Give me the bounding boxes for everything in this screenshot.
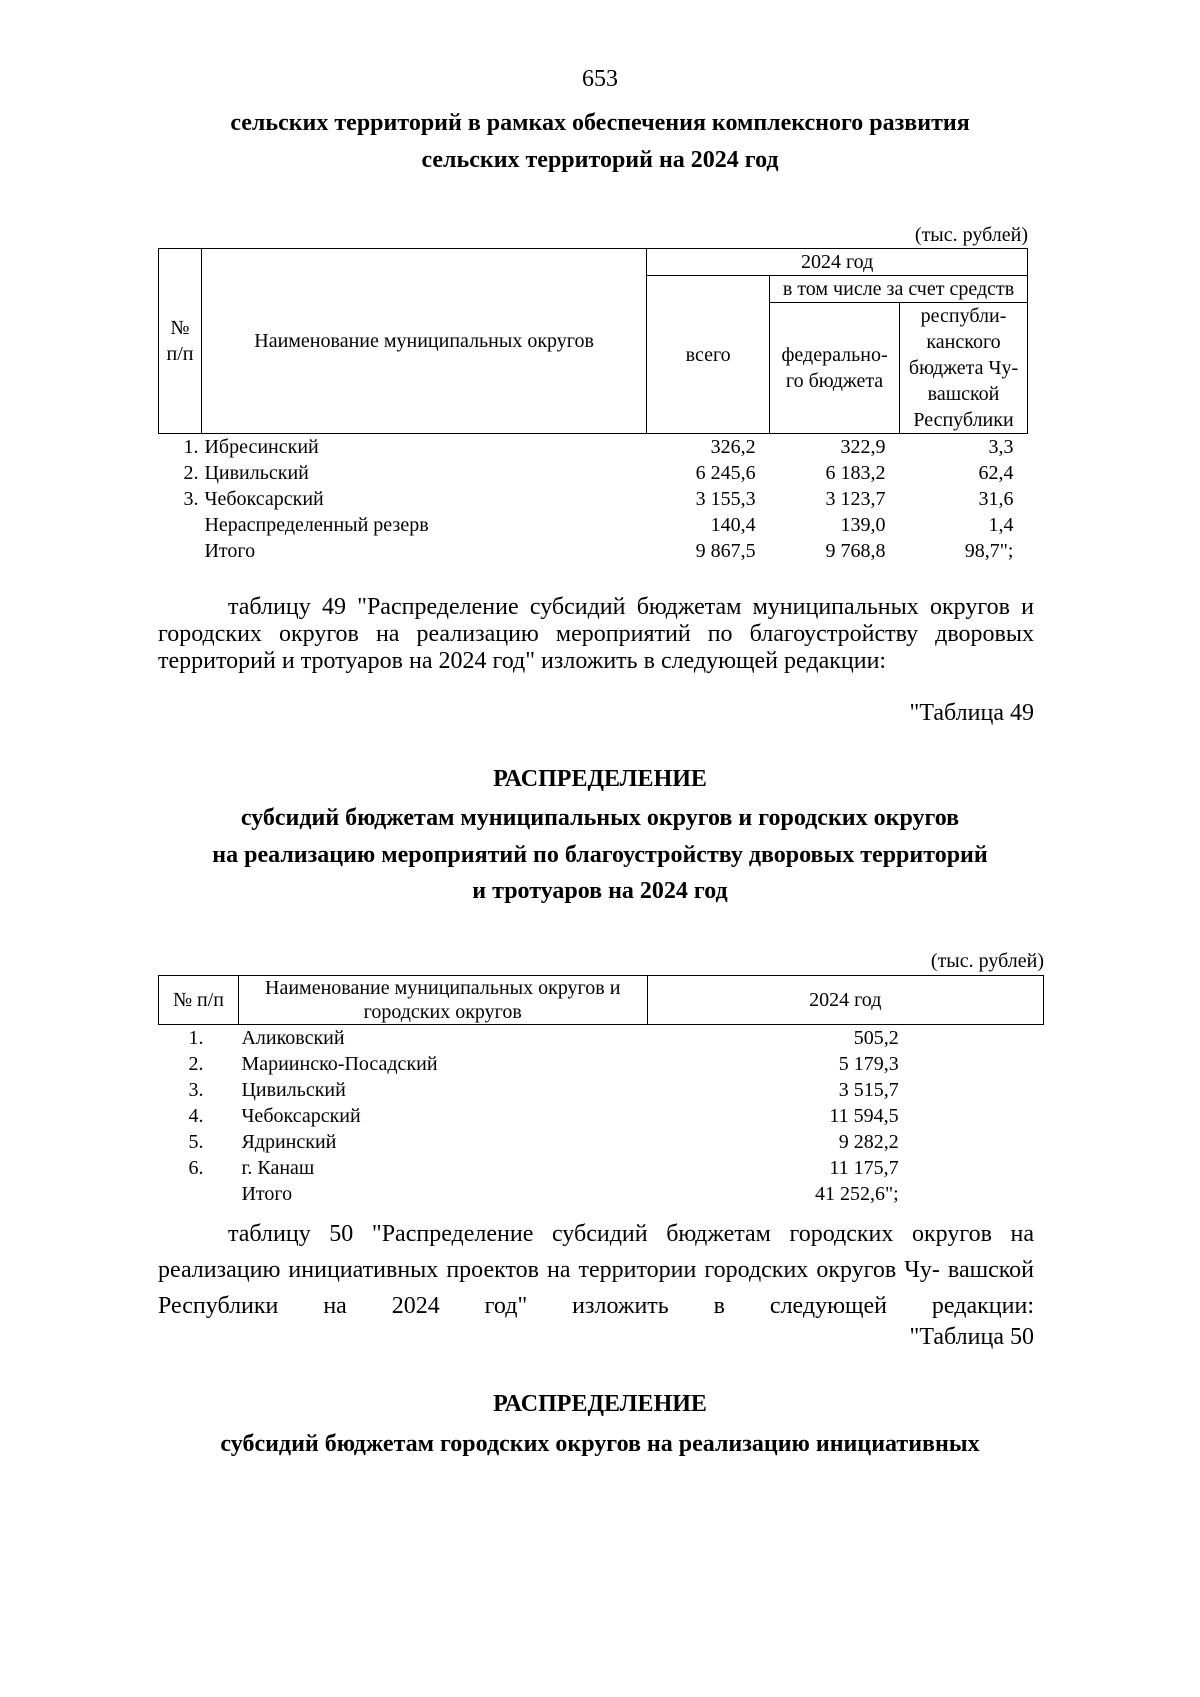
cell-num: [159, 538, 202, 564]
cell-num: 1.: [188, 1027, 204, 1049]
table-row: [159, 486, 1028, 512]
cell-value: 9 282,2: [838, 1131, 899, 1153]
header-total: всего: [647, 276, 770, 434]
paragraph-line: территорий и тротуаров на 2024 год" изложить в следующей редакции:: [158, 648, 887, 674]
cell-republic: 98,7";: [964, 540, 1014, 562]
cell-value: 41 252,6";: [814, 1183, 899, 1205]
cell-num: 6.: [188, 1157, 204, 1179]
cell-num: 3.: [188, 1079, 204, 1101]
units-label: (тыс. рублей): [930, 950, 1044, 972]
table-row: [159, 1155, 1044, 1181]
cell-value: 3 515,7: [838, 1079, 899, 1101]
cell-federal: 139,0: [840, 514, 886, 536]
cell-name: Цивильский: [204, 462, 309, 484]
table-row: [159, 434, 1028, 461]
cell-value: 505,2: [853, 1027, 899, 1049]
table-row: [159, 1077, 1044, 1103]
cell-republic: 31,6: [978, 488, 1014, 510]
header-year: 2024 год: [647, 249, 1028, 276]
table-label: "Таблица 49: [909, 700, 1034, 726]
cell-name: Ибресинский: [204, 436, 319, 458]
cell-num: [159, 512, 202, 538]
cell-federal: 6 183,2: [825, 462, 886, 484]
cell-num: 5.: [188, 1131, 204, 1153]
cell-num: [159, 1181, 239, 1207]
section-title: субсидий бюджетам городских округов на реализацию инициативных: [220, 1431, 980, 1457]
cell-name: Итого: [204, 540, 256, 562]
cell-num: 1.: [183, 436, 199, 458]
cell-federal: 322,9: [840, 436, 886, 458]
cell-value: 11 594,5: [829, 1105, 899, 1127]
cell-name: Ядринский: [241, 1131, 337, 1153]
cell-name: Итого: [241, 1183, 293, 1205]
section-title: субсидий бюджетам муниципальных округов и городских округов: [240, 805, 960, 831]
cell-federal: 3 123,7: [825, 488, 886, 510]
cell-total: 9 867,5: [695, 540, 756, 562]
table-row: [159, 1181, 1044, 1207]
cell-total: 6 245,6: [695, 462, 756, 484]
cell-num: 2.: [188, 1053, 204, 1075]
units-label: (тыс. рублей): [914, 224, 1028, 246]
header-federal: федерально-го бюджета: [770, 303, 900, 434]
cell-name: г. Канаш: [241, 1157, 315, 1179]
paragraph-line: вашской Республики на 2024 год" изложить в следующей редакции:: [158, 1257, 1035, 1319]
cell-name: Мариинско-Посадский: [241, 1053, 438, 1075]
cell-num: 2.: [183, 462, 199, 484]
header-num: № п/п: [159, 976, 239, 1025]
table-row: [159, 1025, 1044, 1052]
cell-num: 3.: [183, 488, 199, 510]
paragraph-line: таблицу 50 "Распределение субсидий бюджетам городских округов на: [228, 1221, 1034, 1247]
cell-name: Чебоксарский: [241, 1105, 361, 1127]
cell-republic: 1,4: [988, 514, 1014, 536]
cell-federal: 9 768,8: [825, 540, 886, 562]
table-row: [159, 538, 1028, 564]
cell-total: 3 155,3: [695, 488, 756, 510]
cell-value: 5 179,3: [838, 1053, 899, 1075]
header-num: № п/п: [159, 249, 202, 434]
section-title: сельских территорий на 2024 год: [421, 147, 779, 173]
header-including: в том числе за счет средств: [770, 276, 1028, 303]
table-row: [159, 1129, 1044, 1155]
table-label: "Таблица 50: [909, 1324, 1034, 1350]
paragraph-line: таблицу 49 "Распределение субсидий бюджетам муниципальных округов: [228, 594, 1010, 620]
cell-republic: 3,3: [988, 436, 1014, 458]
cell-total: 140,4: [710, 514, 756, 536]
table-row: [159, 1103, 1044, 1129]
paragraph-table50: [158, 1216, 1034, 1324]
cell-name: Аликовский: [241, 1027, 345, 1049]
page-number: 653: [582, 66, 618, 92]
section-title: сельских территорий в рамках обеспечения комплексного развития: [230, 110, 970, 136]
table-2: [158, 975, 1044, 1207]
paragraph-line: реализацию инициативных проектов на территории городских округов Чу-: [158, 1257, 940, 1283]
table-1: [158, 248, 1028, 564]
table-row: [159, 460, 1028, 486]
header-name: Наименование муниципальных округов и городских округов: [238, 976, 647, 1025]
section-title: и тротуаров на 2024 год: [472, 878, 728, 904]
header-name: Наименование муниципальных округов: [201, 249, 646, 434]
section-title: на реализацию мероприятий по благоустройству дворовых территорий: [212, 842, 988, 868]
section-title: РАСПРЕДЕЛЕНИЕ: [493, 1391, 707, 1417]
section-title: РАСПРЕДЕЛЕНИЕ: [493, 766, 707, 792]
header-republic: республи-канского бюджета Чу-вашской Республики: [900, 303, 1028, 434]
cell-name: Чебоксарский: [204, 488, 324, 510]
cell-name: Нераспределенный резерв: [204, 514, 429, 536]
cell-num: 4.: [188, 1105, 204, 1127]
header-year: 2024 год: [647, 976, 1044, 1025]
paragraph-line: и городских округов на реализацию мероприятий по благоустройству дворовых: [158, 594, 1034, 647]
paragraph-table49: [158, 594, 1034, 675]
table-row: [159, 512, 1028, 538]
table-row: [159, 1051, 1044, 1077]
cell-republic: 62,4: [978, 462, 1014, 484]
cell-value: 11 175,7: [829, 1157, 899, 1179]
cell-total: 326,2: [710, 436, 756, 458]
cell-name: Цивильский: [241, 1079, 346, 1101]
